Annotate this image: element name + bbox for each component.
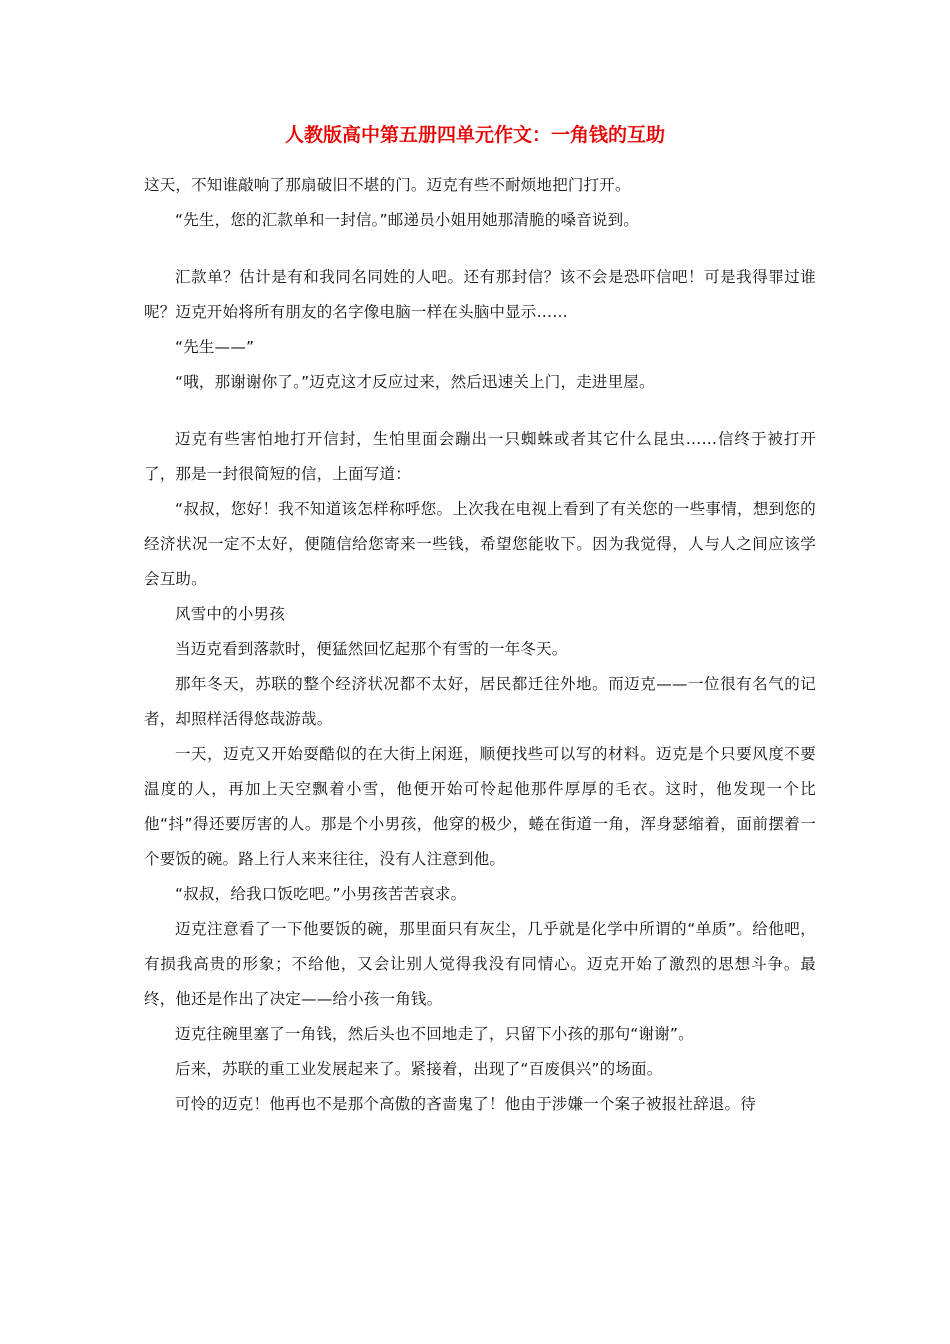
paragraph: “先生——” [175, 338, 255, 356]
document-title: 人教版高中第五册四单元作文：一角钱的互助 [284, 124, 665, 146]
document-body [144, 168, 816, 1122]
paragraph: 迈克往碗里塞了一角钱，然后头也不回地走了，只留下小孩的那句“谢谢”。 [175, 1025, 694, 1043]
paragraph: 迈克注意看了一下他要饭的碗，那里面只有灰尘，几乎就是化学中所谓的“单质”。给他吧，有损我高贵的形象；不给他，又会让别人觉得我没有同情心。迈克开始了激烈的思想斗争。最终，他还是作出了决定——给小孩一角钱。 [144, 920, 816, 1008]
paragraph: “叔叔，给我口饭吃吧。”小男孩苦苦哀求。 [175, 885, 467, 903]
section-heading: 风雪中的小男孩 [175, 605, 285, 623]
paragraph: 迈克有些害怕地打开信封，生怕里面会蹦出一只蜘蛛或者其它什么昆虫……信终于被打开了，那是一封很简短的信，上面写道： [144, 430, 816, 483]
paragraph: 后来，苏联的重工业发展起来了。紧接着，出现了“百废俱兴”的场面。 [175, 1060, 663, 1078]
paragraph: 一天，迈克又开始耍酷似的在大街上闲逛，顺便找些可以写的材料。迈克是个只要风度不要温度的人，再加上天空飘着小雪，他便开始可怜起他那件厚厚的毛衣。这时，他发现一个比他“抖”得还要厉害的人。那是个小男孩，他穿的极少，蜷在街道一角，浑身瑟缩着，面前摆着一个要饭的碗。路上行人来来往往，没有人注意到他。 [144, 745, 816, 868]
paragraph: 汇款单？估计是有和我同名同姓的人吧。还有那封信？该不会是恐吓信吧！可是我得罪过谁呢？迈克开始将所有朋友的名字像电脑一样在头脑中显示…… [144, 268, 816, 321]
paragraph: “哦，那谢谢你了。”迈克这才反应过来，然后迅速关上门，走进里屋。 [175, 373, 655, 391]
paragraph: “叔叔，您好！我不知道该怎样称呼您。上次我在电视上看到了有关您的一些事情，想到您的经济状况一定不太好，便随信给您寄来一些钱，希望您能收下。因为我觉得，人与人之间应该学会互助。 [144, 500, 816, 588]
paragraph: 当迈克看到落款时，便猛然回忆起那个有雪的一年冬天。 [175, 640, 568, 658]
paragraph: 那年冬天，苏联的整个经济状况都不太好，居民都迁往外地。而迈克——一位很有名气的记者，却照样活得悠哉游哉。 [144, 675, 816, 728]
paragraph: 可怜的迈克！他再也不是那个高傲的吝啬鬼了！他由于涉嫌一个案子被报社辞退。待 [175, 1095, 756, 1113]
paragraph: “先生，您的汇款单和一封信。”邮递员小姐用她那清脆的嗓音说到。 [175, 211, 640, 229]
paragraph: 这天，不知谁敲响了那扇破旧不堪的门。迈克有些不耐烦地把门打开。 [144, 176, 631, 194]
